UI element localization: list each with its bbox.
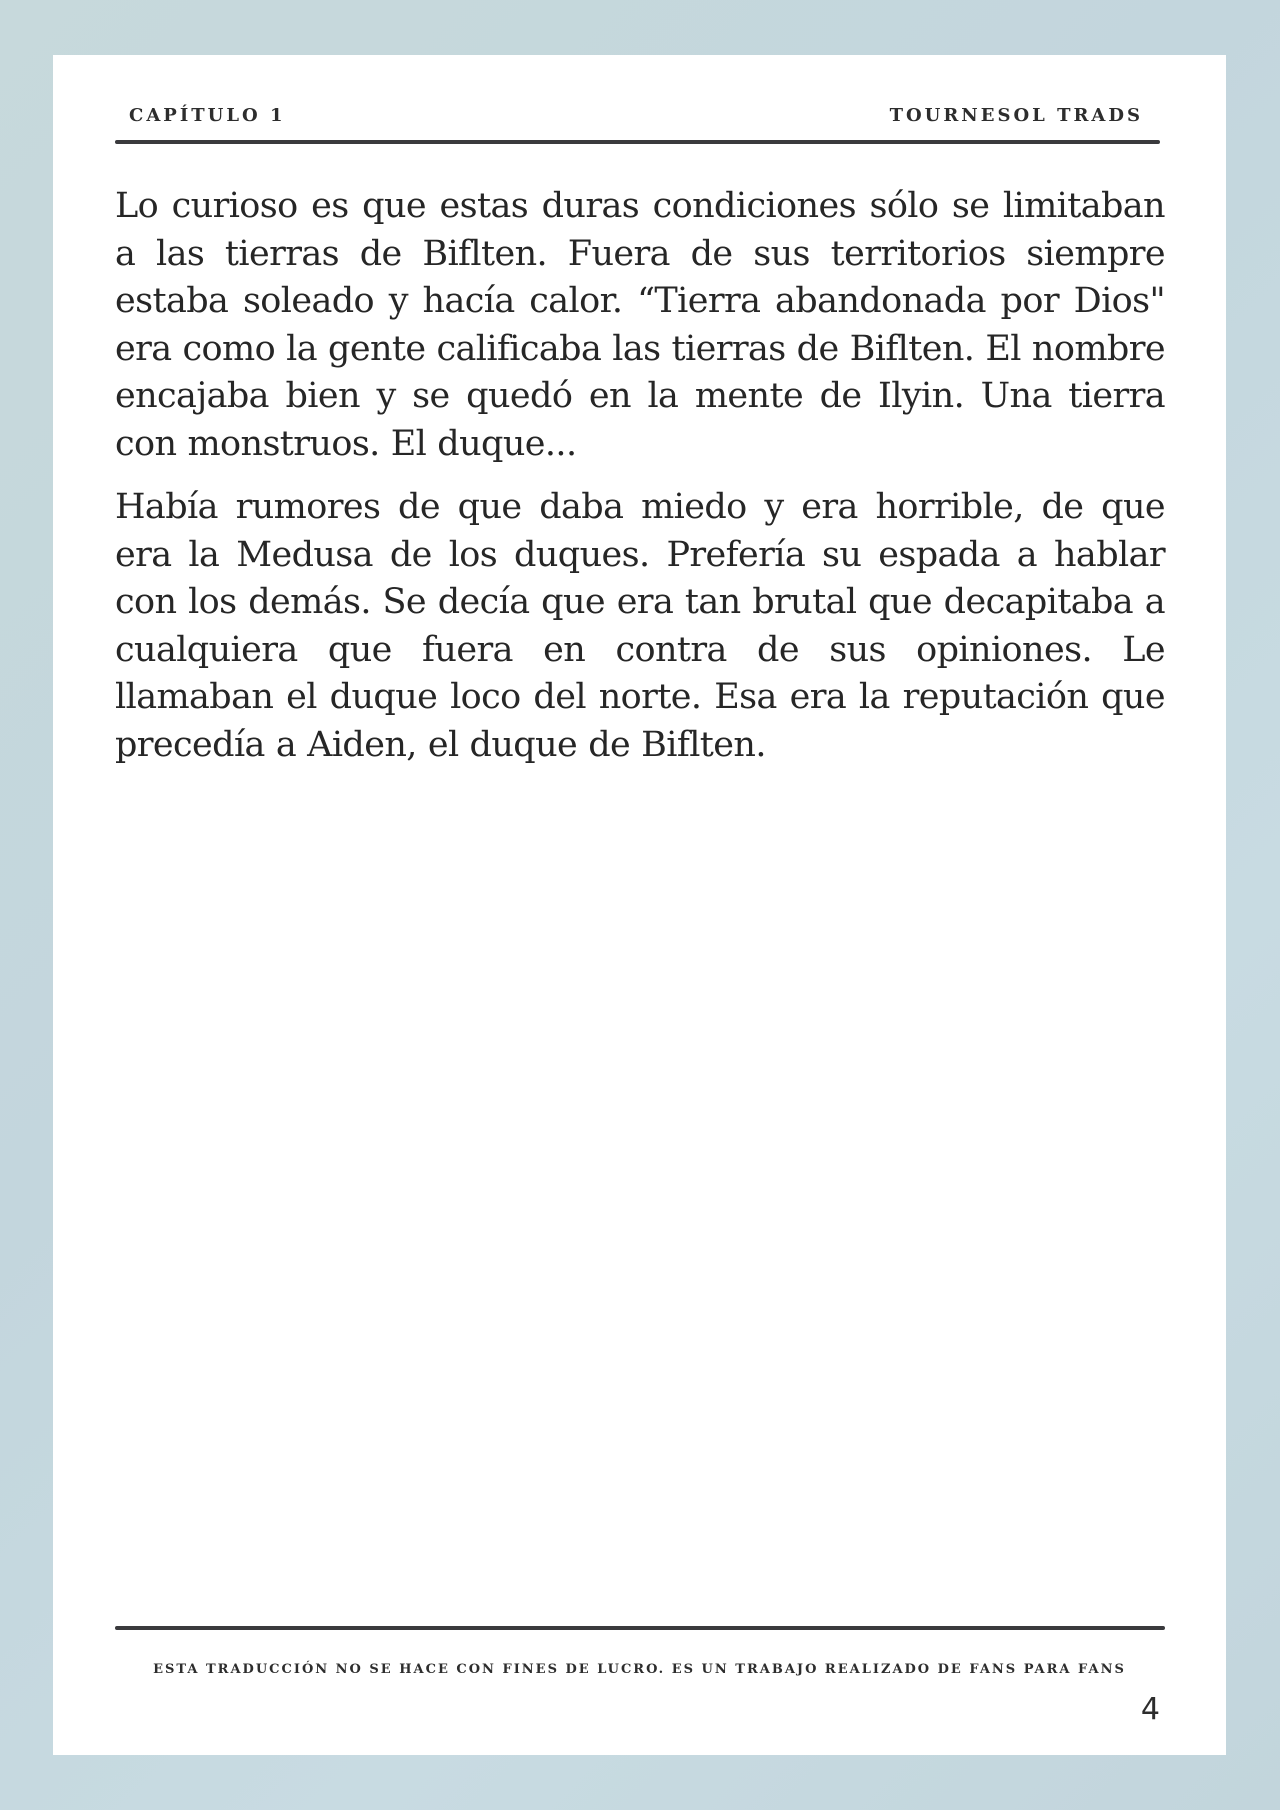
document-page (53, 55, 1226, 1755)
chapter-label: CAPÍTULO 1 (129, 105, 286, 126)
translation-group-label: TOURNESOL TRADS (889, 105, 1143, 126)
page-body (115, 183, 1165, 785)
paragraph: Había rumores de que daba miedo y era horrible, de que era la Medusa de los duques. Prefería su espada a hablar con los demás. Se decía que era tan brutal que decapitaba a cualquiera que fuera en contra de sus opiniones. Le llamaban el duque loco del norte. Esa era la reputación que precedía a Aiden, el duque de Biflten. (115, 487, 1165, 765)
footer-disclaimer: ESTA TRADUCCIÓN NO SE HACE CON FINES DE LUCRO. ES UN TRABAJO REALIZADO DE FANS PARA FANS (153, 1662, 1126, 1677)
header-divider (115, 140, 1160, 144)
page-number: 4 (1140, 1692, 1160, 1727)
footer-divider (115, 1626, 1165, 1630)
paragraph: Lo curioso es que estas duras condiciones sólo se limitaban a las tierras de Biflten. Fuera de sus territorios siempre estaba soleado y hacía calor. “Tierra abandonada por Dios" era como la gente calificaba las tierras de Biflten. El nombre encajaba bien y se quedó en la mente de Ilyin. Una tierra con monstruos. El duque... (115, 186, 1165, 464)
page-header (115, 105, 1159, 145)
